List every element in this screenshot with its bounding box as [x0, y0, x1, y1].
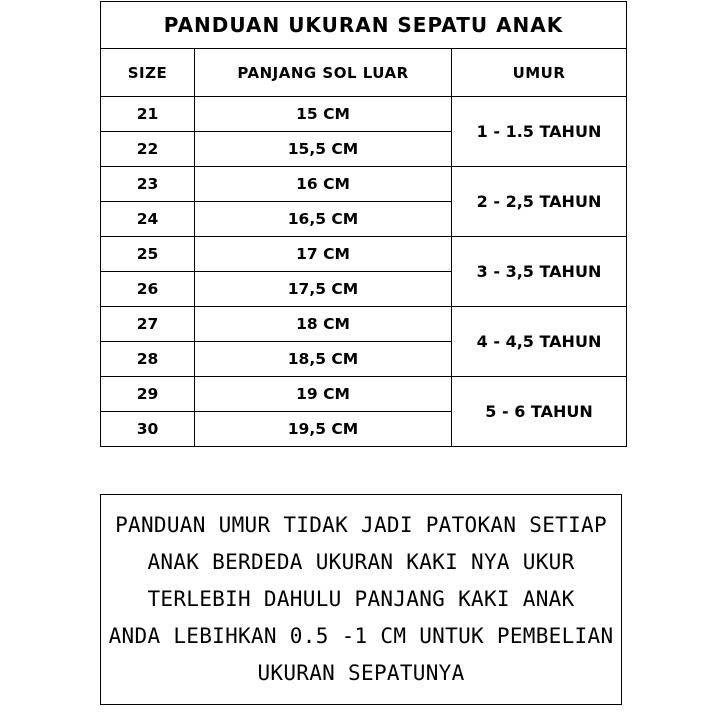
- note-line: TERLEBIH DAHULU PANJANG KAKI ANAK: [147, 587, 575, 611]
- header-size: SIZE: [101, 49, 195, 97]
- sole-length-cell: 15 CM: [195, 97, 452, 132]
- age-cell: 2 - 2,5 TAHUN: [452, 167, 627, 237]
- title-row: [101, 2, 627, 49]
- size-cell: 26: [101, 272, 195, 307]
- age-cell: 4 - 4,5 TAHUN: [452, 307, 627, 377]
- size-cell: 27: [101, 307, 195, 342]
- sole-length-cell: 18,5 CM: [195, 342, 452, 377]
- table-title: PANDUAN UKURAN SEPATU ANAK: [101, 2, 627, 49]
- size-cell: 28: [101, 342, 195, 377]
- sole-length-cell: 18 CM: [195, 307, 452, 342]
- note-line: ANAK BERDEDA UKURAN KAKI NYA UKUR: [147, 550, 575, 574]
- table-row: [101, 97, 627, 132]
- table-bottom-spacer: [101, 447, 627, 482]
- note-box: [100, 494, 622, 705]
- note-line: ANDA LEBIHKAN 0.5 -1 CM UNTUK PEMBELIAN: [108, 624, 614, 648]
- sole-length-cell: 16 CM: [195, 167, 452, 202]
- size-guide-table: [100, 1, 627, 481]
- sole-length-cell: 15,5 CM: [195, 132, 452, 167]
- size-cell: 25: [101, 237, 195, 272]
- size-cell: 24: [101, 202, 195, 237]
- age-cell: 1 - 1.5 TAHUN: [452, 97, 627, 167]
- size-cell: 29: [101, 377, 195, 412]
- size-cell: 21: [101, 97, 195, 132]
- table-row: [101, 307, 627, 342]
- sole-length-cell: 19 CM: [195, 377, 452, 412]
- sole-length-cell: 19,5 CM: [195, 412, 452, 447]
- table-row: [101, 377, 627, 412]
- size-cell: 22: [101, 132, 195, 167]
- size-cell: 30: [101, 412, 195, 447]
- header-row: [101, 49, 627, 97]
- note-line: PANDUAN UMUR TIDAK JADI PATOKAN SETIAP: [115, 513, 607, 537]
- sole-length-cell: 17,5 CM: [195, 272, 452, 307]
- age-cell: 3 - 3,5 TAHUN: [452, 237, 627, 307]
- age-cell: 5 - 6 TAHUN: [452, 377, 627, 447]
- size-cell: 23: [101, 167, 195, 202]
- sole-length-cell: 17 CM: [195, 237, 452, 272]
- sole-length-cell: 16,5 CM: [195, 202, 452, 237]
- header-sole-length: PANJANG SOL LUAR: [195, 49, 452, 97]
- header-age: UMUR: [452, 49, 627, 97]
- spacer-row: [101, 447, 627, 482]
- table-row: [101, 167, 627, 202]
- note-line: UKURAN SEPATUNYA: [257, 661, 465, 685]
- table-row: [101, 237, 627, 272]
